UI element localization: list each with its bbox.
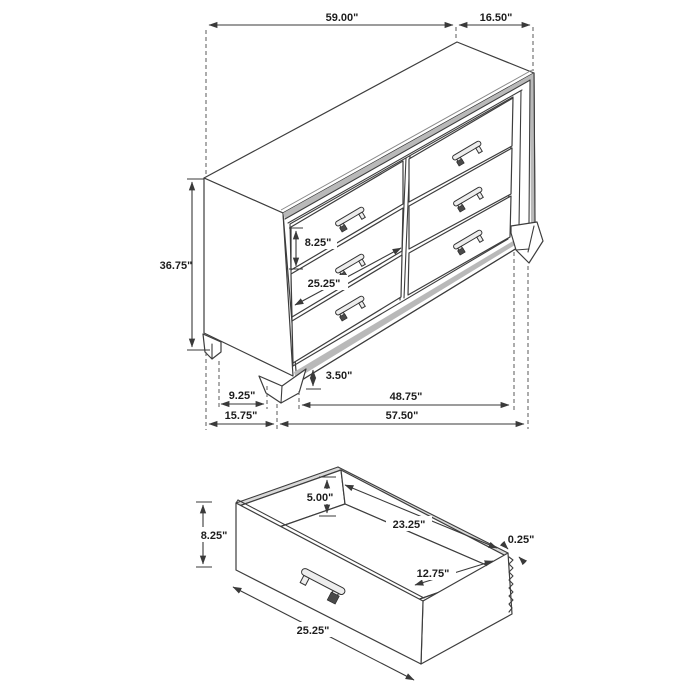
dim-drawer-side-thickness-label: 0.25": [507, 534, 535, 546]
dim-height-label: 36.75": [159, 260, 193, 272]
dim-drawer-front-height-label: 8.25": [200, 530, 228, 542]
dim-base-width-label: 57.50": [385, 410, 419, 422]
dim-top-width-label: 59.00": [325, 12, 359, 24]
dresser-corner-bracket: [511, 222, 543, 263]
dim-drawer-front-width-label: 25.25": [296, 625, 330, 637]
dim-drawer-inner-height-label: 5.00": [306, 492, 334, 504]
dim-drawer-inner-depth-label: 12.75": [416, 568, 450, 580]
dim-foot-height-label: 3.50": [325, 370, 353, 382]
dim-drawer-inner-width-label: 23.25": [392, 519, 426, 531]
dim-base-depth-label: 15.75": [224, 410, 258, 422]
dim-leg-spacing-front-label: 48.75": [389, 391, 423, 403]
dresser-isometric-drawing: [203, 42, 543, 403]
dim-top-depth-label: 16.50": [479, 12, 513, 24]
drawer-isometric-drawing: [236, 467, 513, 664]
dim-drawer-height-label: 8.25": [304, 237, 332, 249]
dim-leg-spacing-side-label: 9.25": [228, 390, 256, 402]
dim-drawer-width-label: 25.25": [307, 278, 341, 290]
